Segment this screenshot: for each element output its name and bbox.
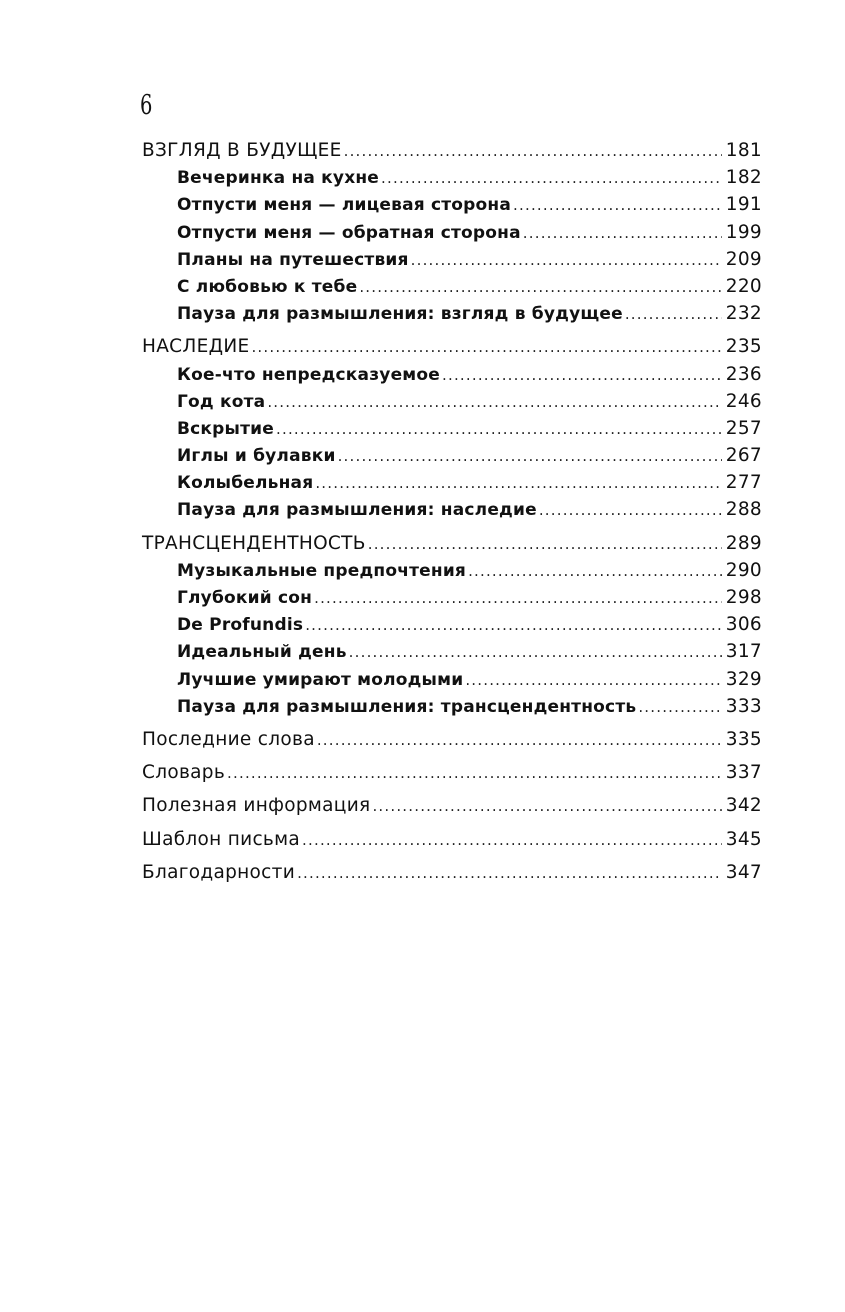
toc-subentry-title: Вскрытие: [177, 418, 275, 439]
toc-subentry-title: Идеальный день: [177, 642, 347, 663]
toc-subentry[interactable]: [142, 273, 762, 300]
toc-entry-page: 289: [725, 532, 762, 554]
toc-subentry[interactable]: [142, 638, 762, 665]
dot-leader: [317, 727, 722, 754]
dot-leader: [344, 138, 722, 165]
page-number: 6: [140, 90, 153, 121]
toc-section-glossary: [142, 759, 762, 786]
toc-subentry[interactable]: [142, 611, 762, 638]
toc-subentry-page: 290: [725, 559, 762, 581]
toc-section-future: [142, 137, 762, 327]
toc-subentry-page: 277: [725, 472, 762, 494]
toc-subentry[interactable]: [142, 164, 762, 191]
toc-subentry-title: Отпусти меня — обратная сторона: [177, 222, 521, 243]
dot-leader: [267, 389, 722, 416]
dot-leader: [513, 192, 722, 219]
toc-subentry-page: 236: [725, 363, 762, 385]
dot-leader: [359, 274, 722, 301]
dot-leader: [349, 639, 722, 666]
dot-leader: [468, 558, 722, 585]
toc-subentry[interactable]: [142, 557, 762, 584]
toc-subentry-page: 199: [725, 221, 762, 243]
toc-subentry-title: Колыбельная: [177, 473, 314, 494]
toc-entry-page: 342: [725, 795, 762, 817]
dot-leader: [625, 301, 722, 328]
dot-leader: [297, 860, 722, 887]
toc-entry[interactable]: [142, 792, 762, 819]
toc-entry-page: 181: [725, 140, 762, 161]
toc-subentry-title: Глубокий сон: [177, 588, 313, 608]
toc-subentry[interactable]: [142, 496, 762, 523]
toc-subentry-page: 191: [725, 194, 762, 216]
toc-entry-title: ВЗГЛЯД В БУДУЩЕЕ: [142, 140, 342, 161]
toc-entry-page: 347: [725, 861, 762, 883]
toc-entry-title: НАСЛЕДИЕ: [142, 336, 250, 358]
toc-subentry-title: Музыкальные предпочтения: [177, 560, 467, 581]
toc-subentry-title: Отпусти меня — лицевая сторона: [177, 195, 512, 216]
dot-leader: [251, 334, 722, 361]
toc-entry-page: 335: [725, 728, 762, 750]
toc-entry-page: 235: [725, 336, 762, 358]
toc-subentry[interactable]: [142, 469, 762, 496]
toc-entry-title: Шаблон письма: [142, 828, 301, 850]
toc-subentry-page: 220: [725, 275, 762, 297]
dot-leader: [523, 220, 722, 247]
toc-subentry-page: 257: [725, 417, 762, 439]
dot-leader: [305, 612, 722, 639]
toc-entry-title: Последние слова: [142, 728, 315, 750]
toc-entry[interactable]: [142, 530, 762, 557]
toc-subentry[interactable]: [142, 388, 762, 415]
toc-entry-title: Словарь: [142, 762, 226, 784]
dot-leader: [314, 585, 722, 612]
toc-subentry[interactable]: [142, 415, 762, 442]
toc-subentry[interactable]: [142, 219, 762, 246]
toc-subentry[interactable]: [142, 191, 762, 218]
toc-entry[interactable]: [142, 726, 762, 753]
toc-entry[interactable]: [142, 333, 762, 360]
toc-subentry-page: 298: [725, 587, 762, 608]
toc-entry-page: 337: [725, 762, 762, 784]
toc-section-useful-info: [142, 792, 762, 819]
dot-leader: [372, 793, 722, 820]
dot-leader: [227, 760, 722, 787]
toc-subentry-title: Пауза для размышления: наследие: [177, 500, 537, 521]
toc-section-transcendence: [142, 530, 762, 720]
dot-leader: [338, 443, 722, 470]
toc-entry[interactable]: [142, 826, 762, 853]
toc-subentry-page: 267: [725, 445, 762, 467]
toc-entry-page: 345: [725, 828, 762, 850]
toc-entry-title: Полезная информация: [142, 795, 371, 817]
toc-section-last-words: [142, 726, 762, 753]
toc-entry-title: Благодарности: [142, 861, 296, 883]
toc-subentry-page: 209: [725, 248, 762, 270]
toc-subentry-title: Иглы и булавки: [177, 446, 336, 467]
toc-subentry-page: 306: [725, 614, 762, 636]
toc-section-legacy: [142, 333, 762, 523]
toc-subentry-title: Кое-что непредсказуемое: [177, 364, 441, 385]
toc-subentry-title: Вечеринка на кухне: [177, 168, 380, 189]
dot-leader: [442, 362, 722, 389]
toc-subentry-page: 182: [725, 167, 762, 189]
toc-subentry[interactable]: [142, 693, 762, 720]
toc-entry[interactable]: [142, 137, 762, 164]
toc-section-letter-template: [142, 826, 762, 853]
toc-subentry[interactable]: [142, 300, 762, 327]
toc-entry[interactable]: [142, 759, 762, 786]
toc-entry-title: ТРАНСЦЕНДЕНТНОСТЬ: [142, 532, 366, 554]
toc-subentry-title: С любовью к тебе: [177, 276, 358, 297]
toc-subentry-page: 333: [725, 695, 762, 717]
dot-leader: [411, 247, 722, 274]
toc-subentry[interactable]: [142, 442, 762, 469]
toc-subentry-page: 246: [725, 390, 762, 412]
toc-subentry-page: 329: [725, 668, 762, 690]
toc-subentry[interactable]: [142, 361, 762, 388]
toc-subentry-title: Пауза для размышления: взгляд в будущее: [177, 304, 623, 325]
toc-subentry-page: 317: [725, 641, 762, 663]
dot-leader: [276, 416, 722, 443]
toc-subentry-title: Лучшие умирают молодыми: [177, 669, 464, 690]
table-of-contents: [142, 137, 762, 892]
toc-entry[interactable]: [142, 859, 762, 886]
toc-subentry[interactable]: [142, 666, 762, 693]
toc-subentry-title: Планы на путешествия: [177, 249, 409, 270]
toc-subentry[interactable]: [142, 584, 762, 611]
toc-subentry-title: Пауза для размышления: трансцендентность: [177, 696, 637, 717]
dot-leader: [638, 694, 722, 721]
dot-leader: [381, 165, 722, 192]
dot-leader: [368, 531, 722, 558]
dot-leader: [302, 827, 722, 854]
dot-leader: [539, 497, 722, 524]
toc-subentry-title: De Profundis: [177, 615, 304, 636]
toc-section-acknowledgements: [142, 859, 762, 886]
toc-subentry-title: Год кота: [177, 391, 266, 412]
dot-leader: [465, 667, 722, 694]
dot-leader: [315, 470, 722, 497]
toc-subentry-page: 288: [725, 499, 762, 521]
toc-subentry[interactable]: [142, 246, 762, 273]
toc-subentry-page: 232: [725, 303, 762, 325]
